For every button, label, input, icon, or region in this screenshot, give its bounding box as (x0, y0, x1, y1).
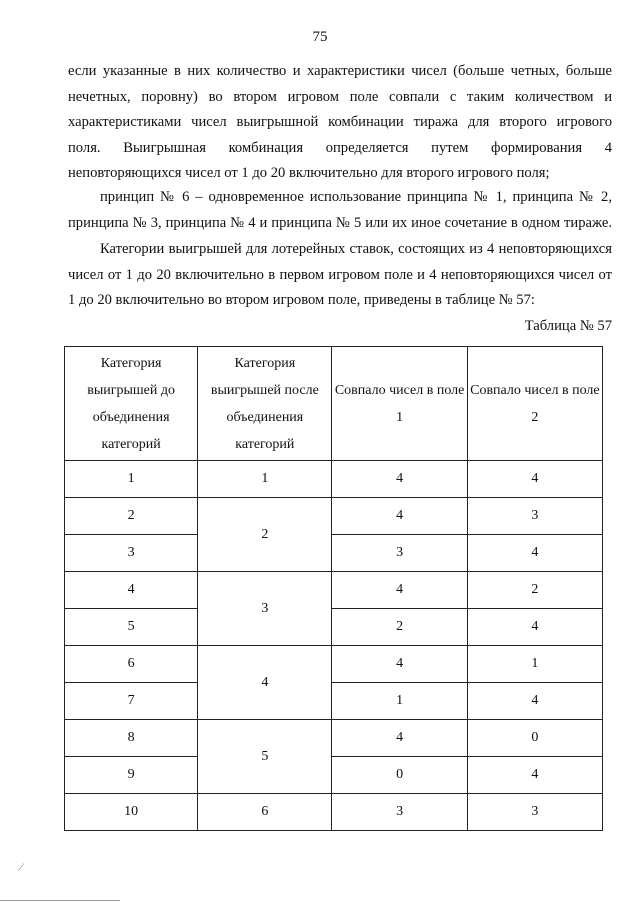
table-row (65, 609, 603, 646)
cell-before: 1 (65, 461, 198, 498)
table-row (65, 683, 603, 720)
cell-field1: 3 (332, 535, 467, 572)
text-line: принципа № 3, принципа № 4 и принципа № 5 или их иное сочетание в одном тираже. (68, 214, 612, 231)
table-header-row (65, 347, 603, 461)
win-categories-table (64, 346, 603, 831)
cell-field1: 4 (332, 572, 467, 609)
cell-field2: 0 (467, 720, 602, 757)
table-row (65, 572, 603, 609)
table-row (65, 535, 603, 572)
text-line: поля. Выигрышная комбинация определяется путем формирования 4 (68, 139, 612, 156)
cell-field2: 3 (467, 498, 602, 535)
cell-after: 6 (198, 794, 332, 831)
cell-field2: 4 (467, 535, 602, 572)
header-matched-field-1: Совпало чисел в поле 1 (332, 347, 467, 461)
cell-field1: 4 (332, 461, 467, 498)
page-number: 75 (312, 29, 328, 45)
paragraph-principle-5-end (68, 59, 612, 187)
cell-after: 3 (198, 572, 332, 646)
cell-field1: 4 (332, 498, 467, 535)
table-row (65, 646, 603, 683)
cell-field2: 4 (467, 461, 602, 498)
cell-after: 2 (198, 498, 332, 572)
cell-after: 4 (198, 646, 332, 720)
text-line: Категории выигрышей для лотерейных ставок, состоящих из 4 неповторяющихся (100, 241, 612, 257)
scan-margin-mark: ⁄ (20, 860, 23, 874)
cell-before: 10 (65, 794, 198, 831)
table-row (65, 461, 603, 498)
cell-field1: 2 (332, 609, 467, 646)
cell-field2: 4 (467, 683, 602, 720)
cell-before: 6 (65, 646, 198, 683)
cell-field2: 4 (467, 609, 602, 646)
table-row (65, 757, 603, 794)
text-line: если указанные в них количество и характеристики чисел (больше четных, больше (68, 63, 612, 79)
cell-before: 5 (65, 609, 198, 646)
header-category-after: Категория выигрышей после объединения категорий (198, 347, 332, 461)
text-line: характеристиками чисел выигрышной комбинации тиража для второго игрового (68, 114, 612, 131)
table-row (65, 794, 603, 831)
header-category-before: Категория выигрышей до объединения категорий (65, 347, 198, 461)
header-matched-field-2: Совпало чисел в поле 2 (467, 347, 602, 461)
cell-before: 4 (65, 572, 198, 609)
paragraph-categories-intro (68, 237, 612, 314)
text-line: чисел от 1 до 20 включительно в первом игровом поле и 4 неповторяющихся чисел от (68, 266, 612, 283)
cell-field1: 0 (332, 757, 467, 794)
table-row (65, 498, 603, 535)
cell-field1: 3 (332, 794, 467, 831)
cell-field2: 2 (467, 572, 602, 609)
cell-field2: 3 (467, 794, 602, 831)
cell-field1: 4 (332, 646, 467, 683)
text-line: принцип № 6 – одновременное использование принципа № 1, принципа № 2, (100, 189, 612, 205)
cell-before: 3 (65, 535, 198, 572)
cell-before: 8 (65, 720, 198, 757)
cell-after: 1 (198, 461, 332, 498)
cell-field1: 4 (332, 720, 467, 757)
cell-after: 5 (198, 720, 332, 794)
cell-before: 7 (65, 683, 198, 720)
text-line: неповторяющихся чисел от 1 до 20 включительно для второго игрового поля; (68, 165, 550, 182)
cell-before: 2 (65, 498, 198, 535)
cell-field1: 1 (332, 683, 467, 720)
table-row (65, 720, 603, 757)
table-caption: Таблица № 57 (524, 318, 612, 334)
scan-bottom-line (0, 900, 120, 901)
text-line: нечетных, поровну) во втором игровом поле совпали с таким количеством и (68, 88, 612, 105)
cell-field2: 1 (467, 646, 602, 683)
text-line: 1 до 20 включительно во втором игровом поле, приведены в таблице № 57: (68, 292, 535, 309)
cell-before: 9 (65, 757, 198, 794)
paragraph-principle-6 (68, 185, 612, 236)
cell-field2: 4 (467, 757, 602, 794)
